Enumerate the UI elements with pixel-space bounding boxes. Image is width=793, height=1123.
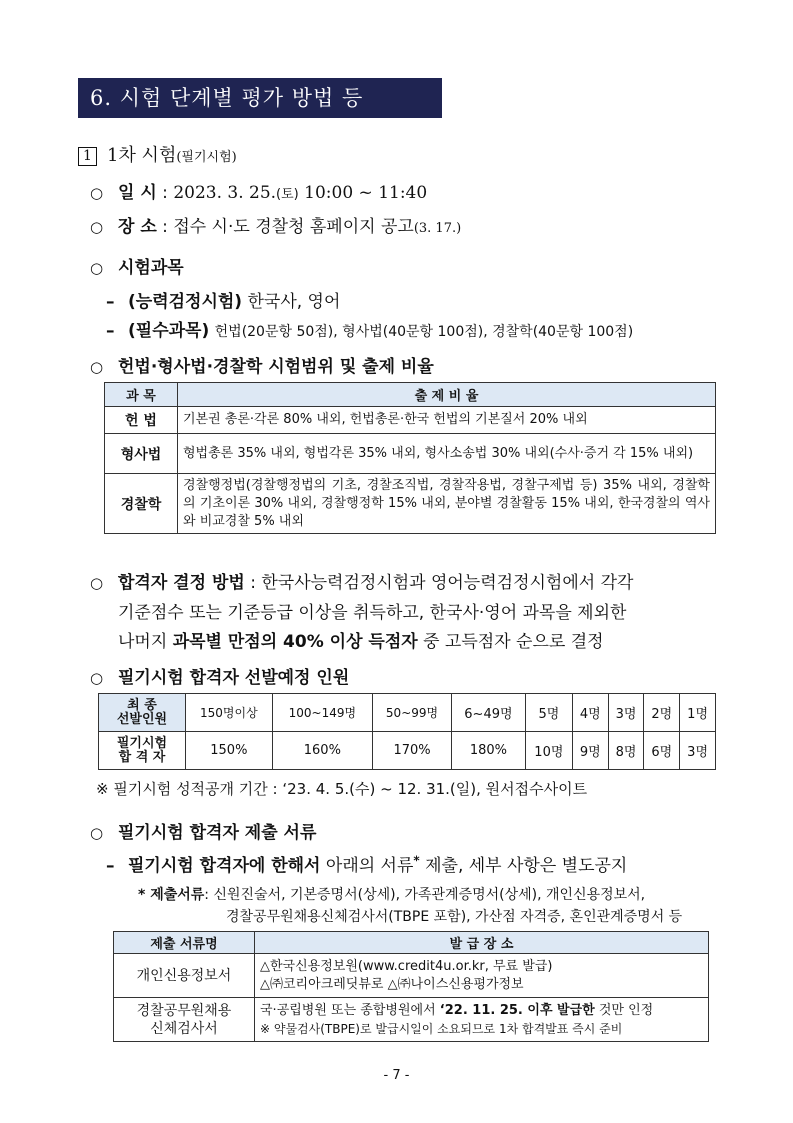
doc-place-text: 국·공립병원 또는 종합병원에서 <box>260 1002 436 1018</box>
table-cell-subject: 경찰학 <box>105 474 178 534</box>
quota-cell: 5명 <box>525 694 572 732</box>
doc-name-line: 경찰공무원채용 <box>136 1002 232 1019</box>
documents-star: * <box>413 853 420 868</box>
documents-text: 제출, 세부 사항은 별도공지 <box>425 856 628 876</box>
subject-item-text: 한국사, 영어 <box>247 292 341 312</box>
pass-method-colon: : <box>250 573 256 593</box>
documents-label: 필기시험 합격자 제출 서류 <box>118 823 317 843</box>
doc-name-cell: 개인신용정보서 <box>114 954 255 998</box>
documents-heading <box>90 818 316 843</box>
table-row <box>99 732 716 770</box>
first-exam-heading <box>78 141 237 167</box>
schedule-date: 2023. 3. 25. <box>173 183 277 203</box>
table-row <box>105 474 716 534</box>
table-header: 출 제 비 율 <box>178 383 716 407</box>
quota-cell: 9명 <box>572 732 608 770</box>
documents-bold: 필기시험 합격자에 한해서 <box>128 856 321 876</box>
circle-bullet-icon: ○ <box>90 184 104 202</box>
page-number: - 7 - <box>383 1068 410 1083</box>
documents-note-line1 <box>138 884 645 904</box>
table-cell-desc: 기본권 총론·각론 80% 내외, 헌법총론·한국 헌법의 기본질서 20% 내외 <box>178 407 716 434</box>
quota-cell: 180% <box>452 732 526 770</box>
place-line <box>90 212 461 237</box>
quota-cell: 3명 <box>608 694 644 732</box>
quota-cell: 3명 <box>680 732 716 770</box>
pass-method-text: 중 고득점자 순으로 결정 <box>423 632 604 652</box>
table-row <box>114 998 709 1042</box>
place-date: (3. 17.) <box>413 221 462 236</box>
score-disclosure-note: ※ 필기시험 성적공개 기간 : ‘23. 4. 5.(수) ~ 12. 31.(일), 원서접수사이트 <box>96 780 588 798</box>
table-header-row <box>105 383 716 407</box>
quota-cell: 150% <box>186 732 273 770</box>
quota-cell: 2명 <box>644 694 680 732</box>
documents-text: 아래의 서류 <box>325 856 414 876</box>
quota-heading <box>90 663 349 688</box>
documents-table <box>113 931 709 1042</box>
scope-table <box>104 382 716 534</box>
table-header: 발 급 장 소 <box>255 932 709 954</box>
dash-icon: – <box>106 292 115 312</box>
quota-label: 필기시험 합격자 선발예정 인원 <box>118 668 350 688</box>
quota-row-head <box>99 694 186 732</box>
quota-cell: 170% <box>372 732 451 770</box>
doc-name-line: 신체검사서 <box>150 1020 218 1037</box>
quota-cell: 6명 <box>644 732 680 770</box>
documents-note-text: : 신원진술서, 기본증명서(상세), 가족관계증명서(상세), 개인신용정보서, <box>204 887 646 903</box>
quota-cell: 6~49명 <box>452 694 526 732</box>
pass-method-text: 나머지 <box>118 632 168 652</box>
subject-item-head: (필수과목) <box>128 321 210 341</box>
circle-bullet-icon: ○ <box>90 218 104 236</box>
place-value: 접수 시·도 경찰청 홈페이지 공고 <box>173 217 414 237</box>
doc-place-line <box>260 1002 703 1020</box>
quota-head-line: 최 종 <box>127 697 157 713</box>
schedule-label: 일 시 <box>118 183 157 203</box>
pass-method-text: 한국사능력검정시험과 영어능력검정시험에서 각각 <box>261 573 634 593</box>
quota-cell: 50~99명 <box>372 694 451 732</box>
quota-head-line: 필기시험 <box>116 735 168 751</box>
schedule-colon: : <box>162 183 168 203</box>
doc-place-emphasis: ‘22. 11. 25. 이후 발급한 <box>439 1002 595 1018</box>
table-row <box>99 694 716 732</box>
circle-bullet-icon: ○ <box>90 824 104 842</box>
subjects-label: 시험과목 <box>118 258 184 278</box>
dash-icon: – <box>106 856 115 876</box>
pass-method-label: 합격자 결정 방법 <box>118 573 245 593</box>
section-number-box: 1 <box>78 147 97 166</box>
table-cell-desc: 형법총론 35% 내외, 형법각론 35% 내외, 형사소송법 30% 내외(수사·증거 각 15% 내외) <box>178 434 716 474</box>
quota-head-line: 합 격 자 <box>118 749 166 765</box>
place-label: 장 소 <box>118 217 157 237</box>
doc-name-cell <box>114 998 255 1042</box>
quota-cell: 150명이상 <box>186 694 273 732</box>
schedule-time: 10:00 ~ 11:40 <box>304 183 428 203</box>
circle-bullet-icon: ○ <box>90 259 104 277</box>
circle-bullet-icon: ○ <box>90 669 104 687</box>
doc-place-text: 것만 인정 <box>598 1002 654 1018</box>
dash-icon: – <box>106 321 115 341</box>
table-header: 제출 서류명 <box>114 932 255 954</box>
subject-item-ability <box>106 287 340 312</box>
table-row <box>114 954 709 998</box>
scope-label: 헌법·형사법·경찰학 시험범위 및 출제 비율 <box>118 357 434 377</box>
scope-heading <box>90 352 434 377</box>
circle-bullet-icon: ○ <box>90 574 104 592</box>
documents-line <box>106 851 627 876</box>
doc-place-line: ※ 약물검사(TBPE)로 발급시일이 소요되므로 1차 합격발표 즉시 준비 <box>260 1021 623 1036</box>
doc-place-cell <box>255 998 709 1042</box>
subject-item-head: (능력검정시험) <box>128 292 243 312</box>
table-row <box>105 434 716 474</box>
schedule-day: (토) <box>276 187 299 202</box>
table-cell-subject: 헌 법 <box>105 407 178 434</box>
first-exam-subtitle: (필기시험) <box>176 150 237 165</box>
quota-cell: 4명 <box>572 694 608 732</box>
table-header: 과 목 <box>105 383 178 407</box>
table-row <box>105 407 716 434</box>
pass-method-emphasis: 과목별 만점의 40% 이상 득점자 <box>172 632 418 652</box>
table-cell-subject: 형사법 <box>105 434 178 474</box>
quota-row-head <box>99 732 186 770</box>
quota-cell: 10명 <box>525 732 572 770</box>
first-exam-title: 1차 시험 <box>107 145 177 166</box>
table-cell-desc: 경찰행정법(경찰행정법의 기초, 경찰조직법, 경찰작용법, 경찰구제법 등) 35% 내외, 경찰학의 기초이론 30% 내외, 경찰행정학 15% 내외, 분야별 경찰활동 15% 내외, 한국경찰의 역사와 비교경찰 5% 내외 <box>178 474 716 534</box>
quota-table <box>98 693 716 770</box>
quota-cell: 1명 <box>680 694 716 732</box>
subject-item-text: 헌법(20문항 50점), 형사법(40문항 100점), 경찰학(40문항 100점) <box>214 324 634 340</box>
table-header-row <box>114 932 709 954</box>
documents-note-line2: 경찰공무원채용신체검사서(TBPE 포함), 가산점 자격증, 혼인관계증명서 등 <box>226 909 683 925</box>
quota-cell: 160% <box>272 732 372 770</box>
pass-method-line1 <box>90 568 633 593</box>
doc-place-cell <box>255 954 709 998</box>
documents-note-label: * 제출서류 <box>138 887 205 903</box>
pass-method-line2: 기준점수 또는 기준등급 이상을 취득하고, 한국사·영어 과목을 제외한 <box>118 603 627 623</box>
section-title: 6. 시험 단계별 평가 방법 등 <box>78 78 442 118</box>
doc-place-line: △㈜코리아크레딧뷰로 △㈜나이스신용평가정보 <box>260 976 524 992</box>
doc-place-line: △한국신용정보원(www.credit4u.or.kr, 무료 발급) <box>260 958 553 974</box>
circle-bullet-icon: ○ <box>90 358 104 376</box>
place-colon: : <box>162 217 168 237</box>
quota-head-line: 선발인원 <box>116 711 168 727</box>
subjects-heading <box>90 253 184 278</box>
subject-item-required <box>106 316 633 341</box>
pass-method-line3 <box>118 627 604 652</box>
quota-cell: 100~149명 <box>272 694 372 732</box>
schedule-line <box>90 178 427 203</box>
quota-cell: 8명 <box>608 732 644 770</box>
